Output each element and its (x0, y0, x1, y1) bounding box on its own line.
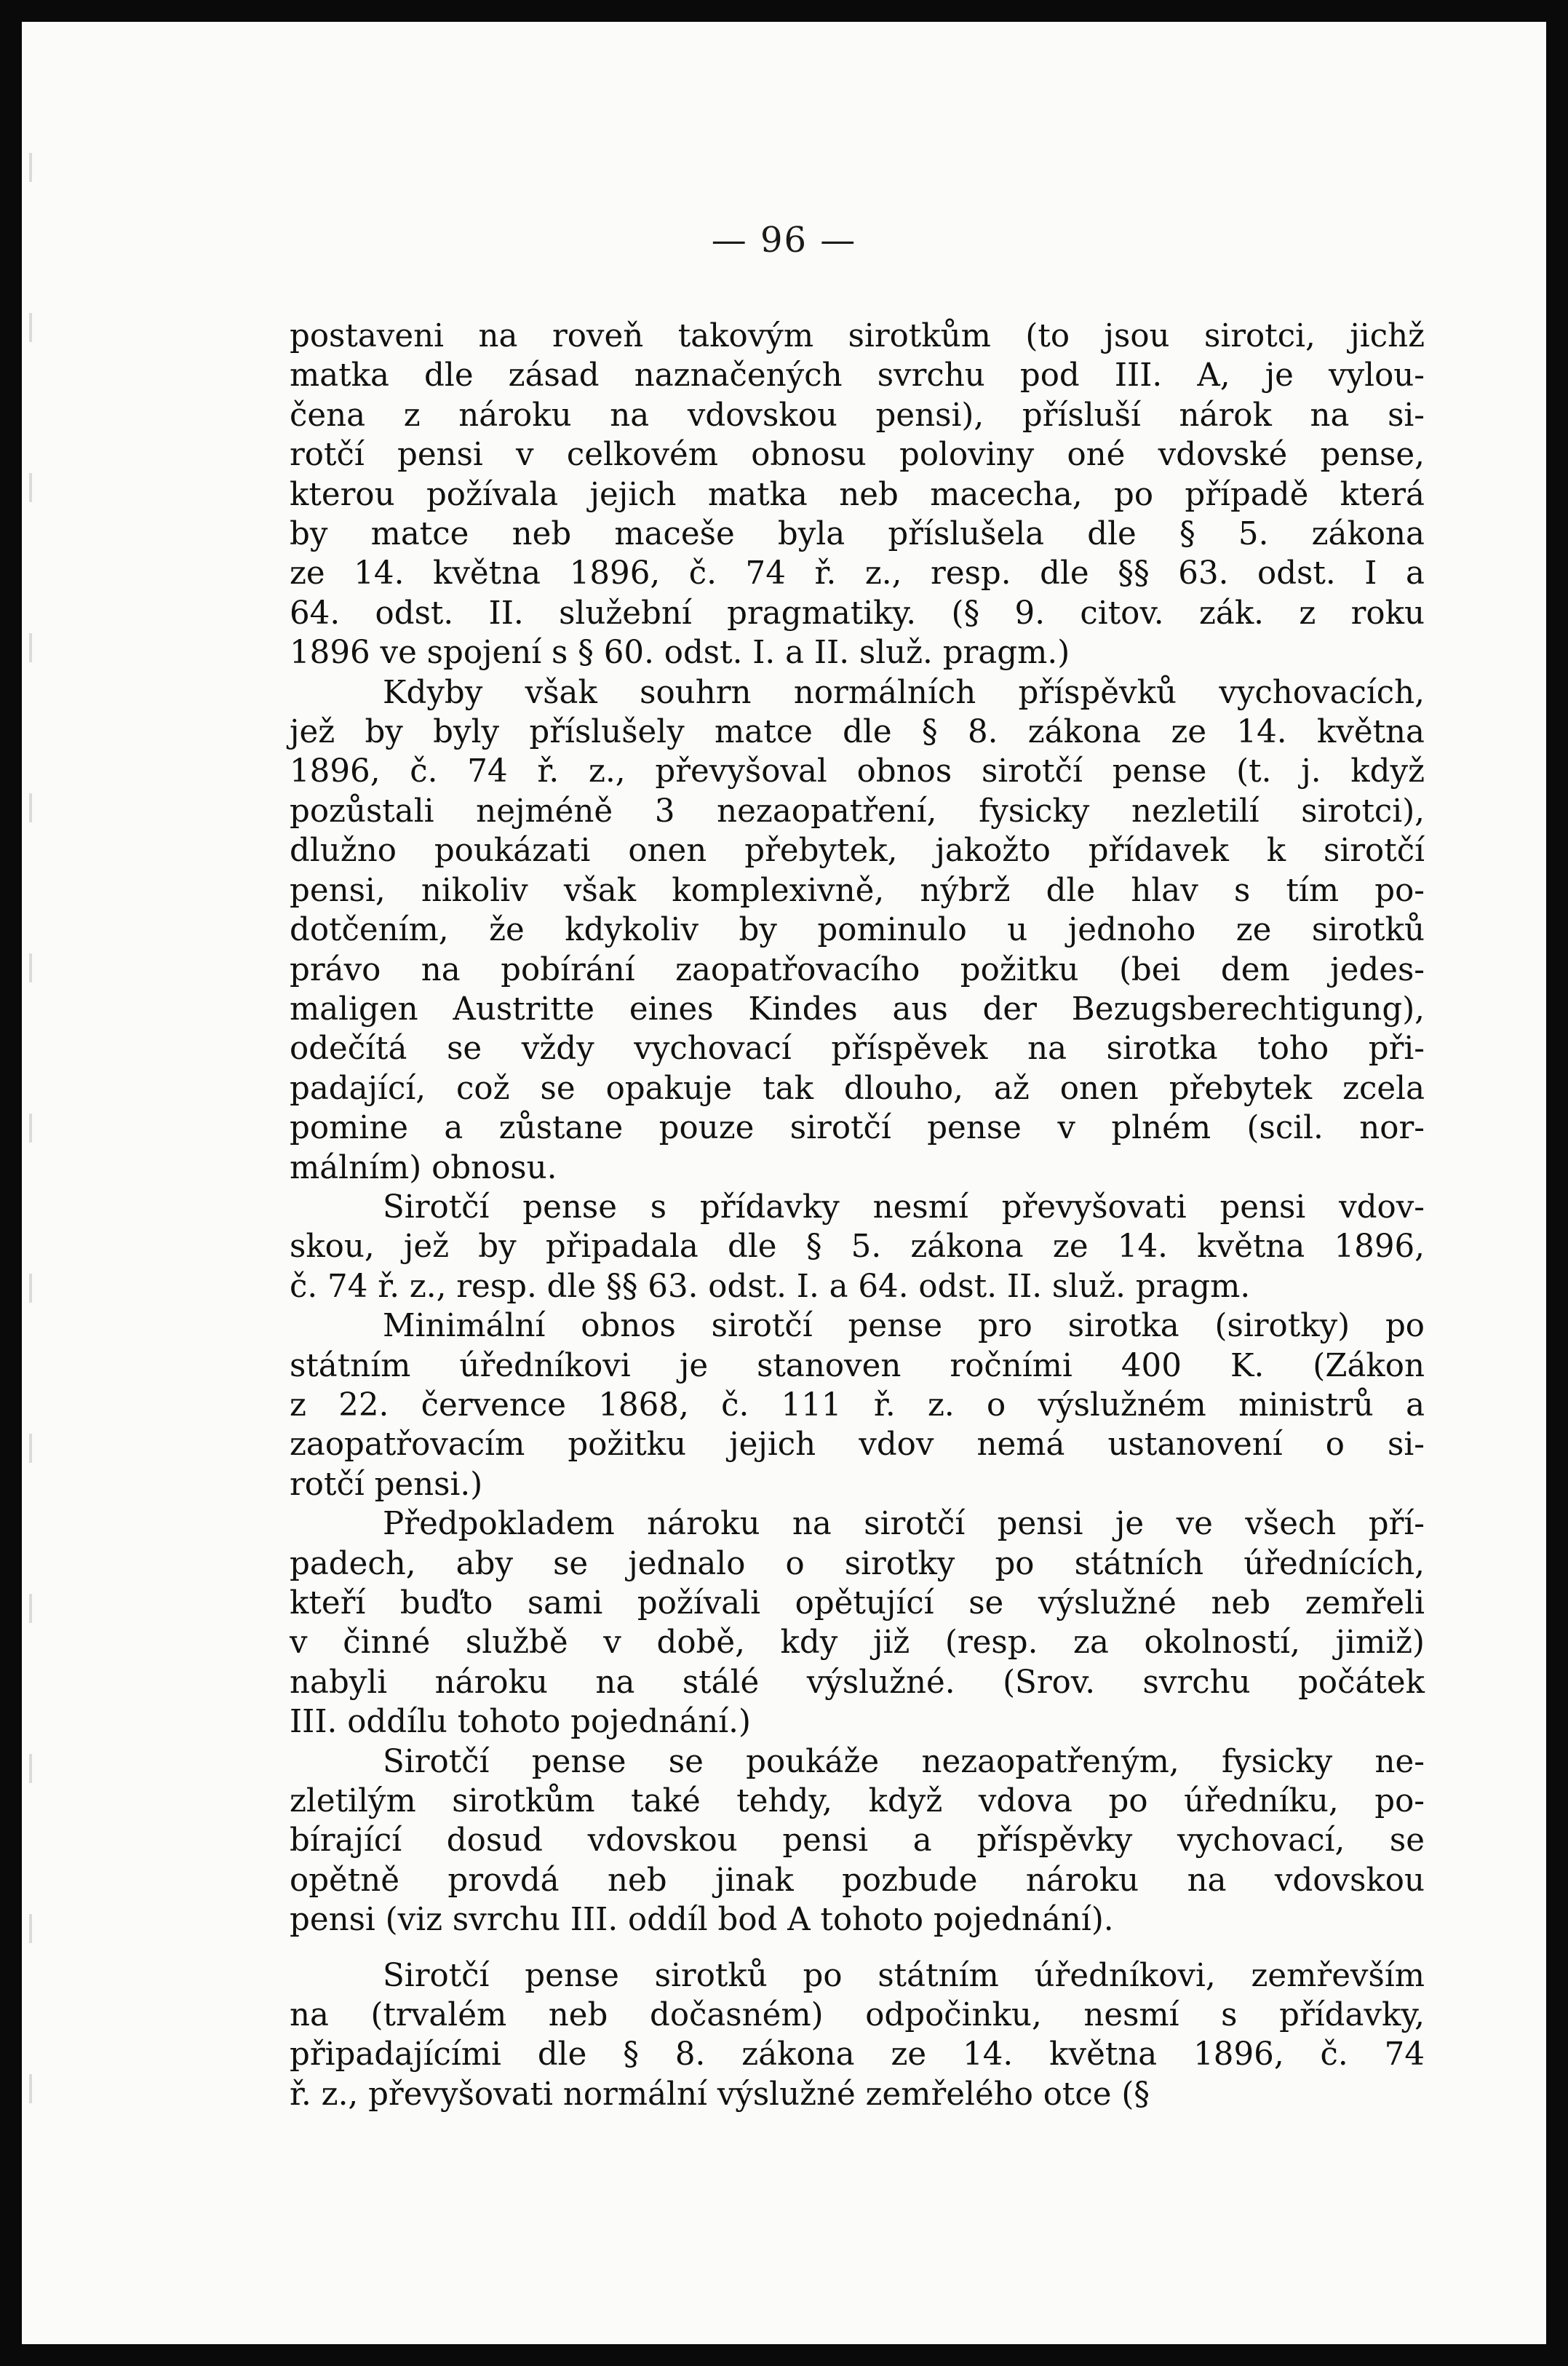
binding-shadow (29, 153, 32, 2191)
text-line: Kdyby však souhrn normálních příspěvků vychovacích, (383, 674, 1425, 711)
text-line: kterou požívala jejich matka neb macecha, po případě která (290, 476, 1425, 513)
text-line: připadajícími dle § 8. zákona ze 14. května 1896, č. 74 (290, 2036, 1425, 2073)
text-line: málním) obnosu. (290, 1149, 557, 1186)
text-line: pensi (viz svrchu III. oddíl bod A tohoto pojednání). (290, 1902, 1114, 1939)
text-line: v činné službě v době, kdy již (resp. za okolností, jimiž) (290, 1624, 1425, 1662)
text-line: státním úředníkovi je stanoven ročními 400 K. (Zákon (290, 1347, 1425, 1384)
text-line: odečítá se vždy vychovací příspěvek na sirotka toho při- (290, 1031, 1425, 1068)
text-line: zletilým sirotkům také tehdy, když vdova po úředníku, po- (290, 1783, 1425, 1820)
text-line: pomine a zůstane pouze sirotčí pense v plném (scil. nor- (290, 1110, 1425, 1147)
text-line: 64. odst. II. služební pragmatiky. (§ 9. citov. zák. z roku (290, 595, 1425, 632)
text-line: pozůstali nejméně 3 nezaopatření, fysicky nezletilí sirotci), (290, 793, 1425, 830)
text-line: ze 14. května 1896, č. 74 ř. z., resp. dle §§ 63. odst. I a (290, 555, 1425, 592)
text-line: zaopatřovacím požitku jejich vdov nemá ustanovení o si- (290, 1426, 1425, 1464)
body-text (290, 317, 1425, 2114)
text-line: III. oddílu tohoto pojednání.) (290, 1704, 751, 1741)
text-line: čena z nároku na vdovskou pensi), přísluší nárok na si- (290, 397, 1425, 434)
text-line: bírající dosud vdovskou pensi a příspěvky vychovací, se (290, 1822, 1425, 1859)
text-line: Sirotčí pense se poukáže nezaopatřeným, fysicky ne- (383, 1743, 1425, 1780)
document-page (22, 22, 1546, 2344)
paragraph (290, 673, 1425, 1188)
text-line: 1896, č. 74 ř. z., převyšoval obnos sirotčí pense (t. j. když (290, 753, 1425, 790)
paragraph (290, 1504, 1425, 1742)
paragraph (290, 317, 1425, 673)
text-line: by matce neb maceše byla příslušela dle § 5. zákona (290, 516, 1425, 553)
text-line: 1896 ve spojení s § 60. odst. I. a II. služ. pragm.) (290, 635, 1070, 672)
paragraph (290, 1742, 1425, 1940)
text-line: Minimální obnos sirotčí pense pro sirotka (sirotky) po (383, 1308, 1425, 1345)
paragraph (290, 1306, 1425, 1504)
text-line: matka dle zásad naznačených svrchu pod III. A, je vylou- (290, 357, 1425, 394)
text-line: jež by byly příslušely matce dle § 8. zákona ze 14. května (290, 714, 1425, 751)
text-line: padající, což se opakuje tak dlouho, až onen přebytek zcela (290, 1070, 1425, 1107)
text-line: Sirotčí pense sirotků po státním úředníkovi, zemřevším (383, 1957, 1425, 1994)
text-line: kteří buďto sami požívali opětující se výslužné neb zemřeli (290, 1585, 1425, 1621)
text-line: opětně provdá neb jinak pozbude nároku na vdovskou (290, 1862, 1425, 1899)
text-line: Sirotčí pense s přídavky nesmí převyšovati pensi vdov- (383, 1188, 1425, 1226)
text-line: právo na pobírání zaopatřovacího požitku (bei dem jedes- (290, 951, 1425, 988)
text-line: padech, aby se jednalo o sirotky po státních úřednících, (290, 1545, 1425, 1582)
page-number: — 96 — (711, 220, 857, 261)
text-line: Předpokladem nároku na sirotčí pensi je ve všech pří- (383, 1506, 1425, 1543)
paragraph (290, 1188, 1425, 1306)
text-line: z 22. července 1868, č. 111 ř. z. o výslužném ministrů a (290, 1386, 1425, 1424)
text-line: skou, jež by připadala dle § 5. zákona ze 14. května 1896, (290, 1228, 1425, 1266)
paragraph-gap (290, 1940, 1425, 1956)
text-line: ř. z., převyšovati normální výslužné zemřelého otce (§ (290, 2076, 1150, 2113)
text-line: č. 74 ř. z., resp. dle §§ 63. odst. I. a 64. odst. II. služ. pragm. (290, 1268, 1251, 1305)
text-line: dotčením, že kdykoliv by pominulo u jednoho ze sirotků (290, 912, 1425, 949)
text-line: na (trvalém neb dočasném) odpočinku, nesmí s přídavky, (290, 1997, 1425, 2034)
paragraph (290, 1956, 1425, 2115)
text-line: rotčí pensi v celkovém obnosu poloviny oné vdovské pense, (290, 437, 1425, 474)
text-line: dlužno poukázati onen přebytek, jakožto přídavek k sirotčí (290, 833, 1425, 870)
text-line: pensi, nikoliv však komplexivně, nýbrž dle hlav s tím po- (290, 872, 1425, 909)
text-line: postaveni na roveň takovým sirotkům (to jsou sirotci, jichž (290, 318, 1425, 354)
text-line: nabyli nároku na stálé výslužné. (Srov. svrchu počátek (290, 1664, 1425, 1701)
text-line: maligen Austritte eines Kindes aus der Bezugsberechtigung), (290, 991, 1425, 1028)
text-line: rotčí pensi.) (290, 1466, 483, 1503)
